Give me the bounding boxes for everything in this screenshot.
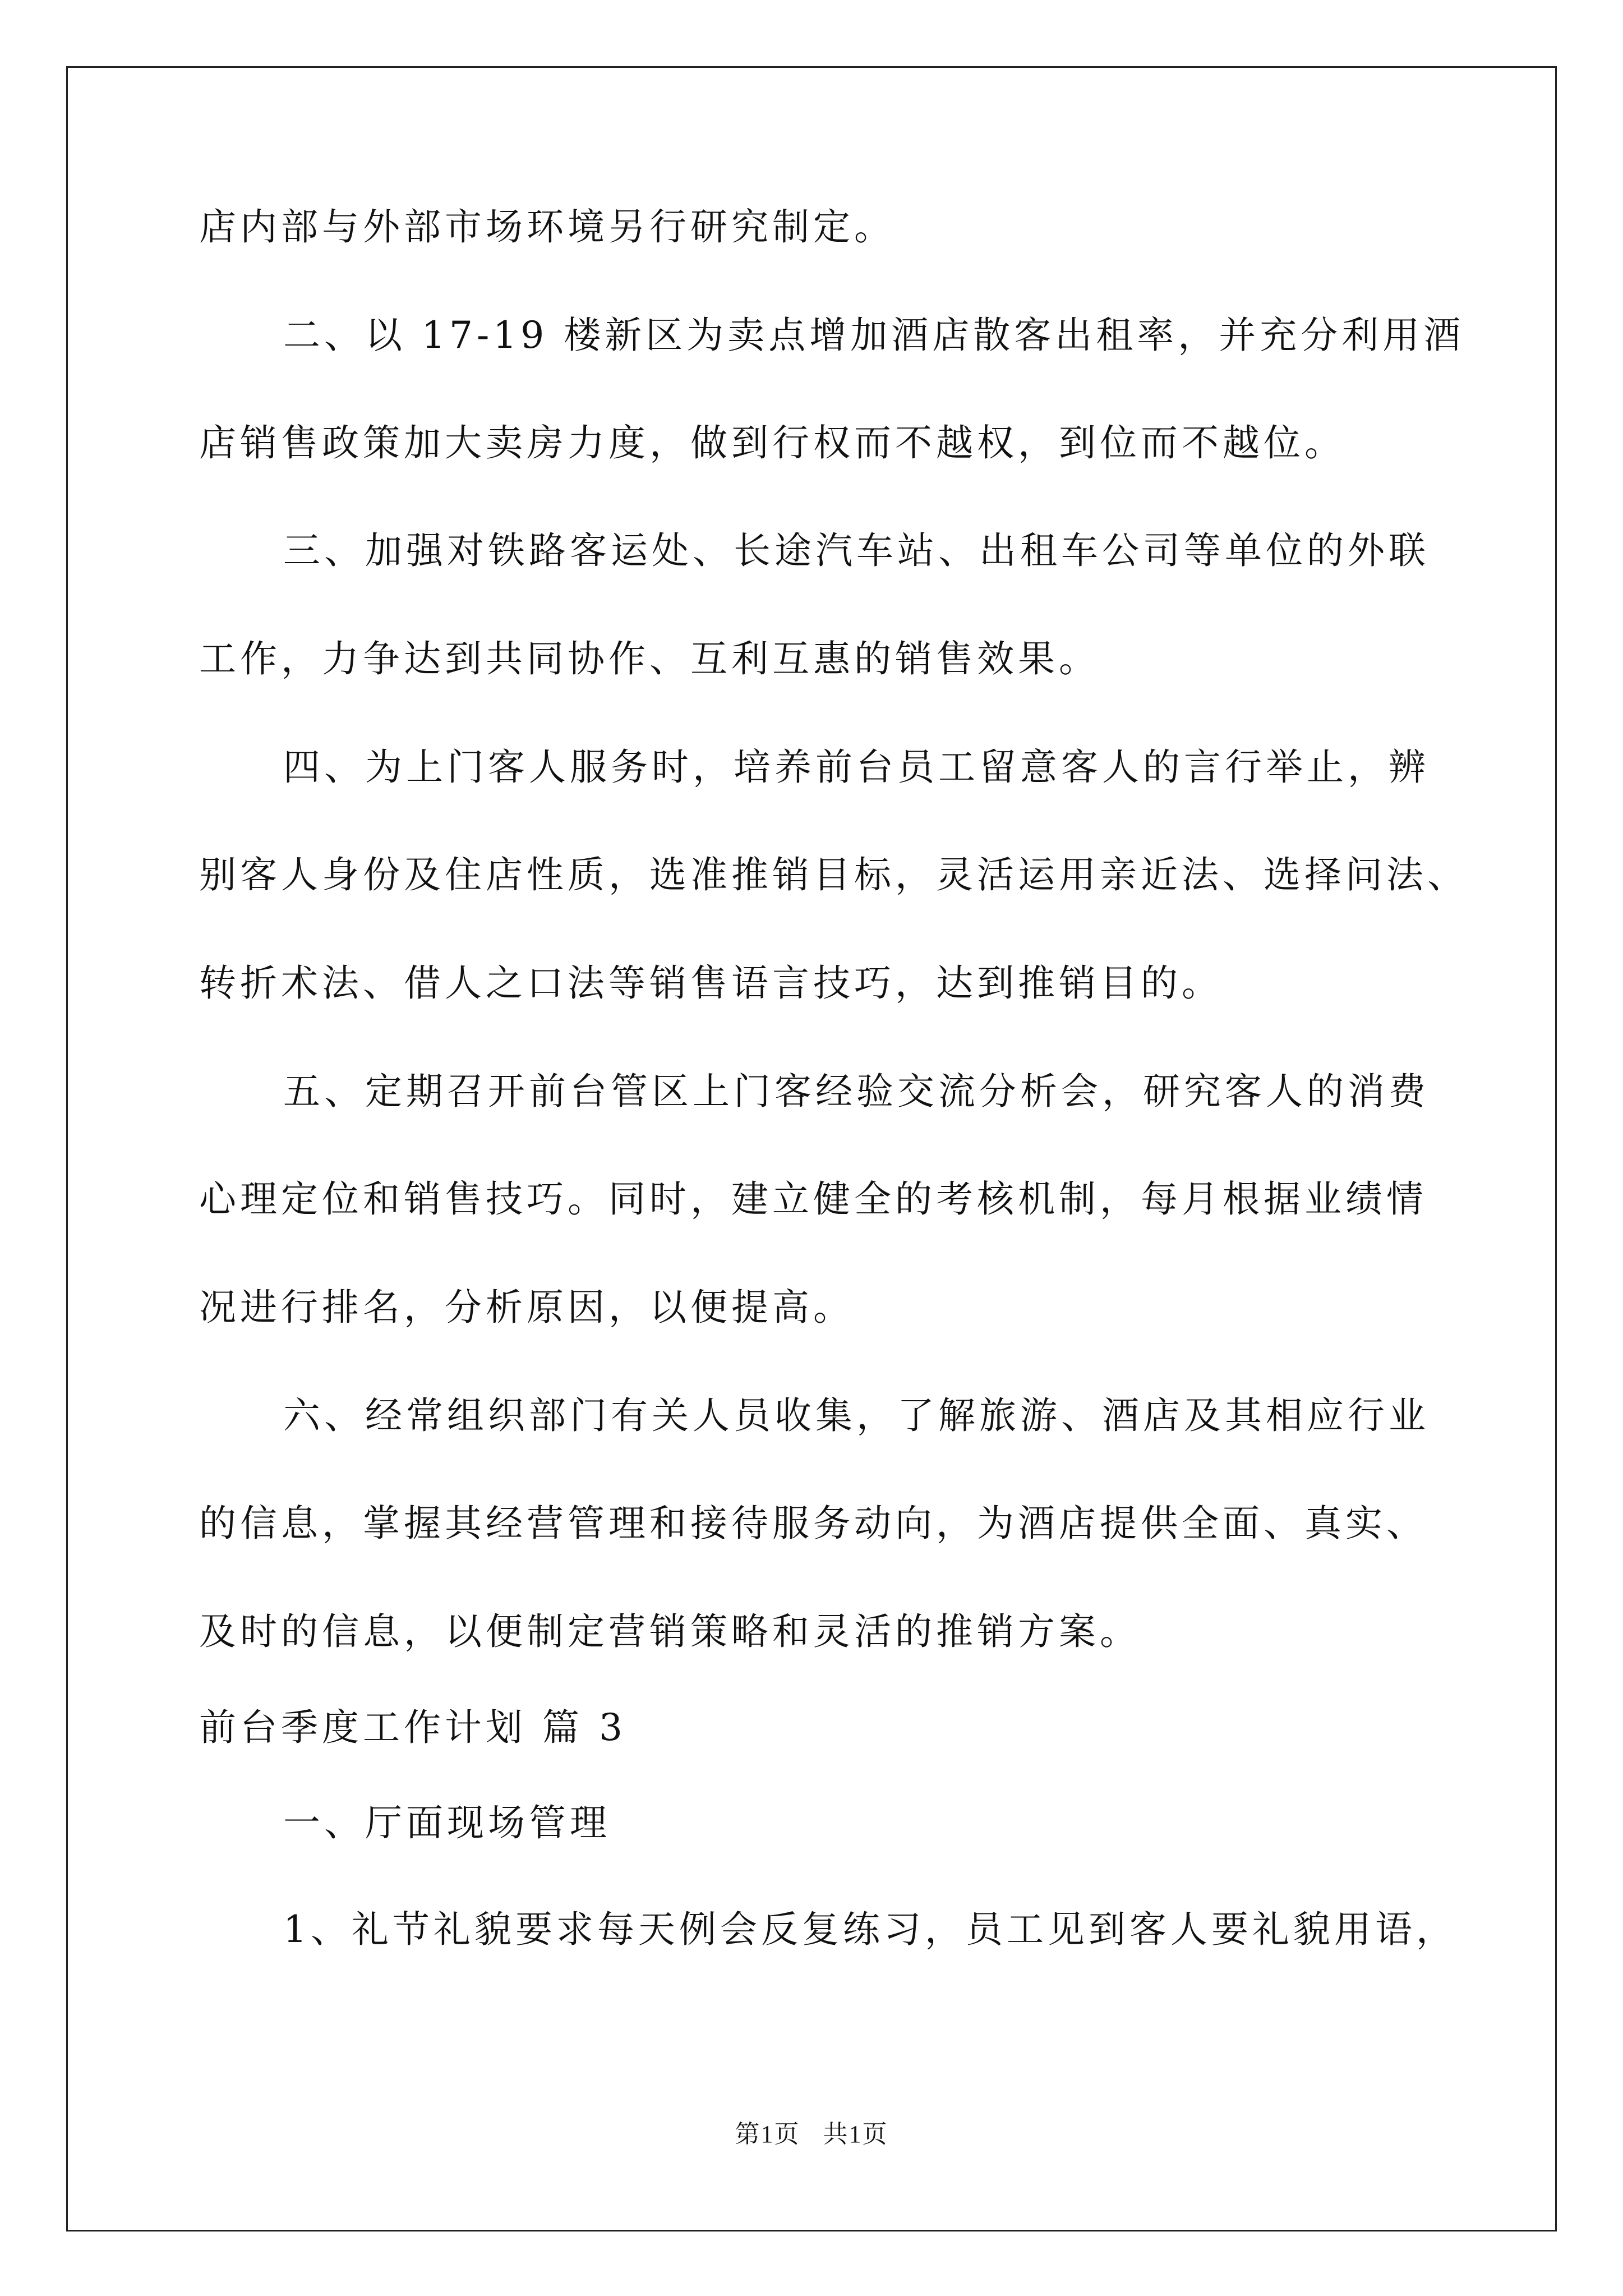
page-border (66, 66, 1557, 2231)
text-line: 三、加强对铁路客运处、长途汽车站、出租车公司等单位的外联 (283, 529, 1430, 572)
text-line: 四、为上门客人服务时，培养前台员工留意客人的言行举止，辨 (283, 746, 1430, 789)
text-line: 一、厅面现场管理 (283, 1801, 611, 1844)
text-line: 别客人身份及住店性质，选准推销目标，灵活运用亲近法、选择问法、 (199, 853, 1468, 896)
text-line: 1、礼节礼貌要求每天例会反复练习，员工见到客人要礼貌用语， (283, 1908, 1457, 1951)
page-number: 第1页 (735, 2120, 800, 2148)
text-line: 况进行排名，分析原因，以便提高。 (199, 1286, 854, 1329)
section-heading: 前台季度工作计划 篇 3 (199, 1706, 626, 1749)
page-total: 共1页 (823, 2120, 888, 2148)
text-line: 的信息，掌握其经营管理和接待服务动向，为酒店提供全面、真实、 (199, 1502, 1427, 1545)
text-line: 五、定期召开前台管区上门客经验交流分析会，研究客人的消费 (283, 1070, 1430, 1113)
text-line: 转折术法、借人之口法等销售语言技巧，达到推销目的。 (199, 961, 1223, 1005)
text-line: 二、以 17-19 楼新区为卖点增加酒店散客出租率，并充分利用酒 (283, 314, 1465, 357)
page-footer (0, 2114, 1623, 2150)
text-line: 六、经常组织部门有关人员收集，了解旅游、酒店及其相应行业 (283, 1394, 1430, 1437)
text-line: 店内部与外部市场环境另行研究制定。 (199, 205, 895, 249)
text-line: 及时的信息，以便制定营销策略和灵活的推销方案。 (199, 1610, 1141, 1653)
text-line: 心理定位和销售技巧。同时，建立健全的考核机制，每月根据业绩情 (199, 1177, 1427, 1221)
text-line: 工作，力争达到共同协作、互利互惠的销售效果。 (199, 637, 1100, 680)
text-line: 店销售政策加大卖房力度，做到行权而不越权，到位而不越位。 (199, 421, 1345, 464)
